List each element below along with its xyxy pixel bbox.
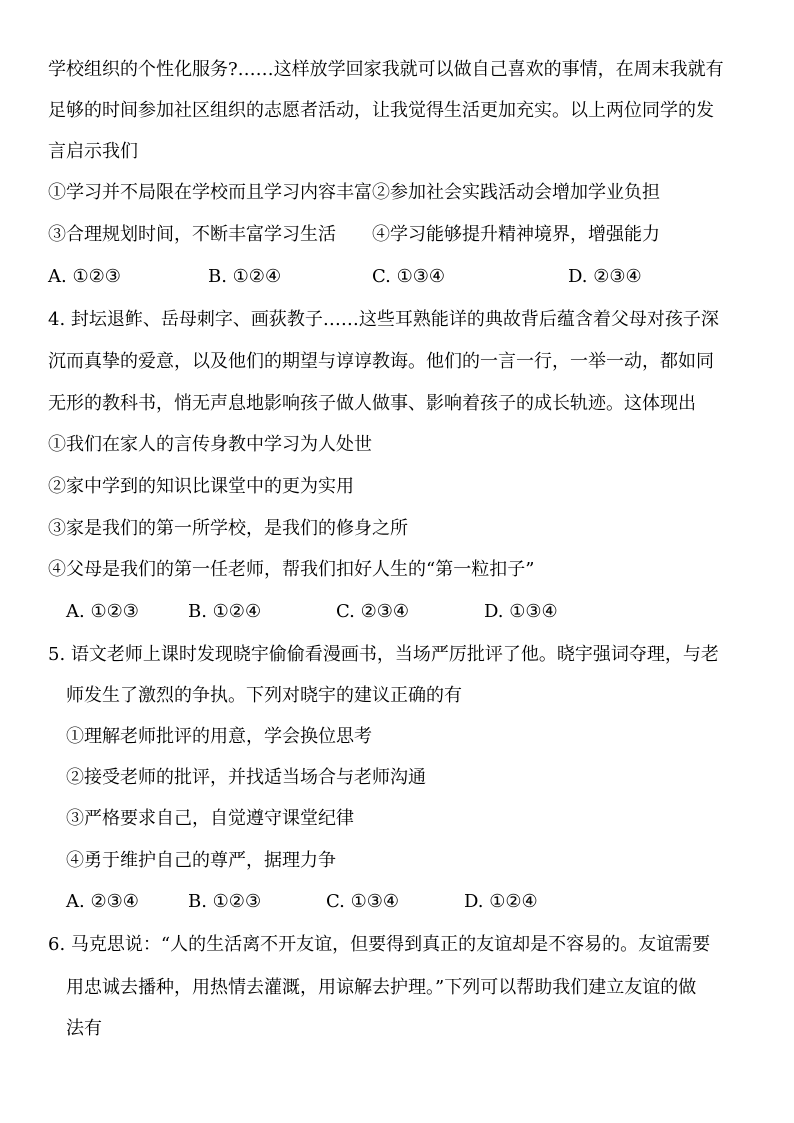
q4-stem-line-1: 4. 封坛退鲊、岳母刺字、画荻教子……这些耳熟能详的典故背后蕴含着父母对孩子深 (48, 309, 719, 330)
q4-statement-2: ②家中学到的知识比课堂中的更为实用 (48, 476, 354, 497)
q5-statement-1: ①理解老师批评的用意，学会换位思考 (66, 726, 372, 747)
q5-stem-line-2: 师发生了激烈的争执。下列对晓宇的建议正确的有 (66, 685, 462, 706)
q4-options (0, 600, 794, 624)
q5-statement-3: ③严格要求自己，自觉遵守课堂纪律 (66, 808, 354, 829)
q4-option-c[interactable]: C. ②③④ (336, 601, 409, 622)
q6-stem-line-2: 用忠诚去播种，用热情去灌溉，用谅解去护理。”下列可以帮助我们建立友谊的做 (66, 977, 697, 998)
q5-option-c[interactable]: C. ①③④ (326, 891, 399, 912)
q4-option-a[interactable]: A. ①②③ (66, 601, 139, 622)
q3-option-a[interactable]: A. ①②③ (48, 266, 121, 287)
q5-statement-2: ②接受老师的批评，并找适当场合与老师沟通 (66, 767, 426, 788)
q4-stem-line-3: 无形的教科书，悄无声息地影响孩子做人做事、影响着孩子的成长轨迹。这体现出 (48, 393, 696, 414)
q3-option-d[interactable]: D. ②③④ (568, 266, 642, 287)
q4-statement-4: ④父母是我们的第一任老师，帮我们扣好人生的“第一粒扣子” (48, 559, 535, 580)
q4-statement-1: ①我们在家人的言传身教中学习为人处世 (48, 434, 372, 455)
q5-options (0, 890, 794, 914)
q4-statement-3: ③家是我们的第一所学校，是我们的修身之所 (48, 518, 408, 539)
q3-option-b[interactable]: B. ①②④ (208, 266, 282, 287)
q5-option-a[interactable]: A. ②③④ (66, 891, 139, 912)
q3-stem-line-1: 学校组织的个性化服务?……这样放学回家我就可以做自己喜欢的事情，在周末我就有 (48, 59, 724, 80)
q3-options (0, 265, 794, 289)
q3-statement-2: ③合理规划时间，不断丰富学习生活 ④学习能够提升精神境界，增强能力 (48, 224, 660, 245)
q5-statement-4: ④勇于维护自己的尊严，据理力争 (66, 850, 336, 871)
q5-stem-line-1: 5. 语文老师上课时发现晓宇偷偷看漫画书，当场严厉批评了他。晓宇强词夺理，与老 (48, 644, 719, 665)
q5-option-b[interactable]: B. ①②③ (188, 891, 262, 912)
q4-option-b[interactable]: B. ①②④ (188, 601, 262, 622)
q6-stem-line-3: 法有 (66, 1018, 102, 1039)
q3-stem-line-3: 言启示我们 (48, 141, 138, 162)
q3-option-c[interactable]: C. ①③④ (372, 266, 445, 287)
q4-option-d[interactable]: D. ①③④ (484, 601, 558, 622)
q3-stem-line-2: 足够的时间参加社区组织的志愿者活动，让我觉得生活更加充实。以上两位同学的发 (48, 100, 714, 121)
q6-stem-line-1: 6. 马克思说：“人的生活离不开友谊，但要得到真正的友谊却是不容易的。友谊需要 (48, 934, 711, 955)
q4-stem-line-2: 沉而真挚的爱意，以及他们的期望与谆谆教诲。他们的一言一行，一举一动，都如同 (48, 351, 714, 372)
q5-option-d[interactable]: D. ①②④ (464, 891, 538, 912)
q3-statement-1: ①学习并不局限在学校而且学习内容丰富②参加社会实践活动会增加学业负担 (48, 182, 660, 203)
